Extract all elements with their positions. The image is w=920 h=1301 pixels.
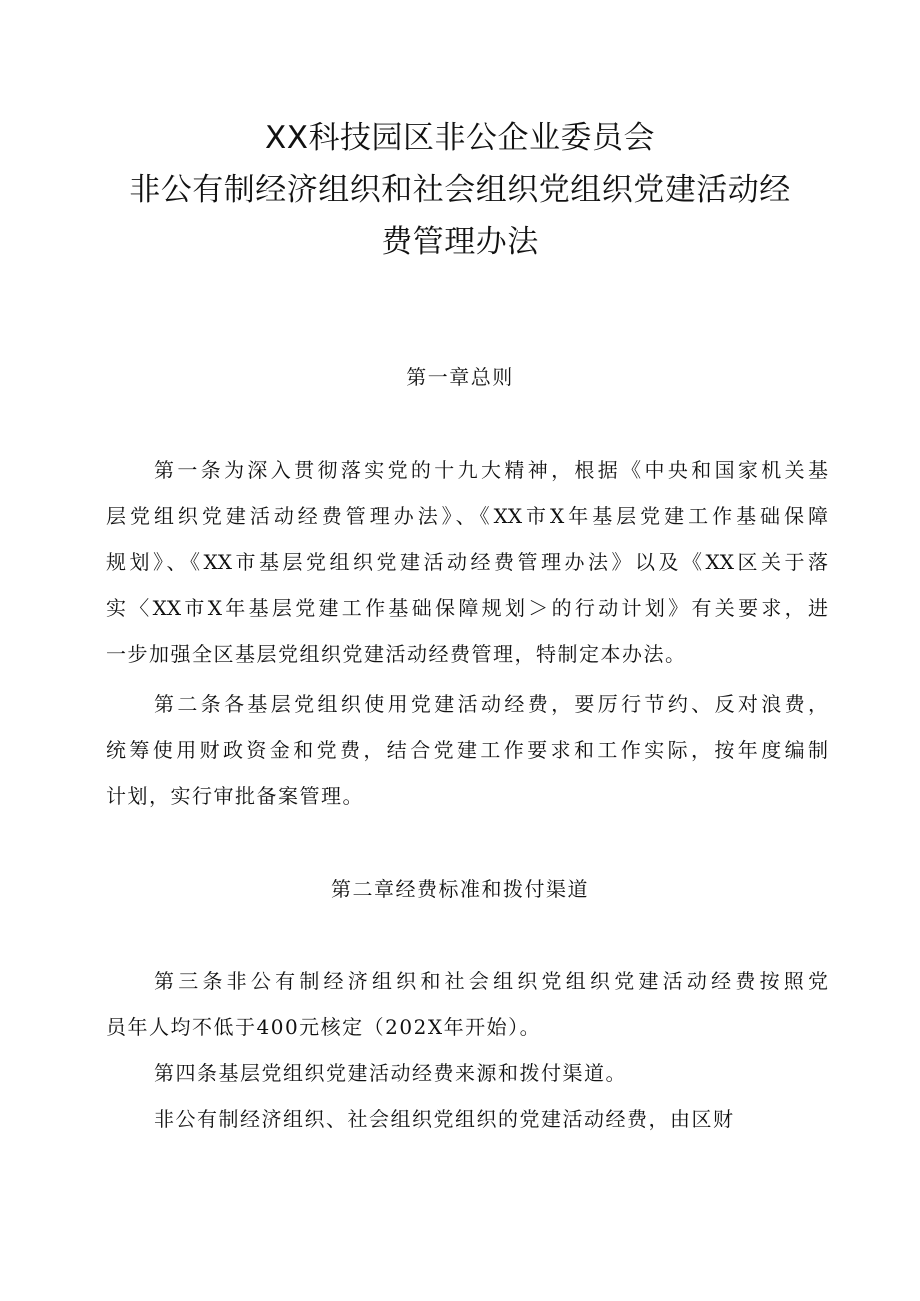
title-line-1: XX科技园区非公企业委员会 bbox=[265, 120, 655, 156]
paragraph-line: 第二条各基层党组织使用党建活动经费，要厉行节约、反对浪费， bbox=[154, 692, 828, 716]
chapter-1-article-1 bbox=[106, 447, 828, 677]
paragraph-line: 非公有制经济组织、社会组织党组织的党建活动经费，由区财 bbox=[154, 1107, 735, 1131]
title-line-3: 费管理办法 bbox=[381, 224, 539, 260]
chapter-1-heading: 第一章总则 bbox=[406, 365, 514, 389]
paragraph-line: 第四条基层党组织党建活动经费来源和拨付渠道。 bbox=[154, 1061, 627, 1085]
paragraph-line: 层党组织党建活动经费管理办法》、《XX市X年基层党建工作基础保障 bbox=[106, 504, 828, 528]
chapter-2-article-3 bbox=[106, 958, 828, 1050]
chapter-2-article-4-body bbox=[106, 1096, 828, 1142]
paragraph-line: 员年人均不低于400元核定（202X年开始）。 bbox=[106, 1015, 542, 1039]
paragraph-line: 规划》、《XX市基层党组织党建活动经费管理办法》以及《XX区关于落 bbox=[106, 550, 828, 574]
chapter-2-heading: 第二章经费标准和拨付渠道 bbox=[331, 877, 589, 901]
chapter-2-article-4 bbox=[106, 1050, 828, 1096]
paragraph-line: 实〈XX市X年基层党建工作基础保障规划＞的行动计划》有关要求，进 bbox=[106, 596, 828, 620]
chapter-1-article-2 bbox=[106, 681, 828, 819]
paragraph-line: 第三条非公有制经济组织和社会组织党组织党建活动经费按照党 bbox=[154, 969, 828, 993]
paragraph-line: 一步加强全区基层党组织党建活动经费管理，特制定本办法。 bbox=[106, 642, 687, 666]
document-title bbox=[60, 112, 860, 268]
paragraph-line: 统筹使用财政资金和党费，结合党建工作要求和工作实际，按年度编制 bbox=[106, 738, 828, 762]
title-line-2: 非公有制经济组织和社会组织党组织党建活动经 bbox=[129, 172, 791, 208]
paragraph-line: 第一条为深入贯彻落实党的十九大精神，根据《中央和国家机关基 bbox=[154, 458, 828, 482]
paragraph-line: 计划，实行审批备案管理。 bbox=[106, 784, 364, 808]
